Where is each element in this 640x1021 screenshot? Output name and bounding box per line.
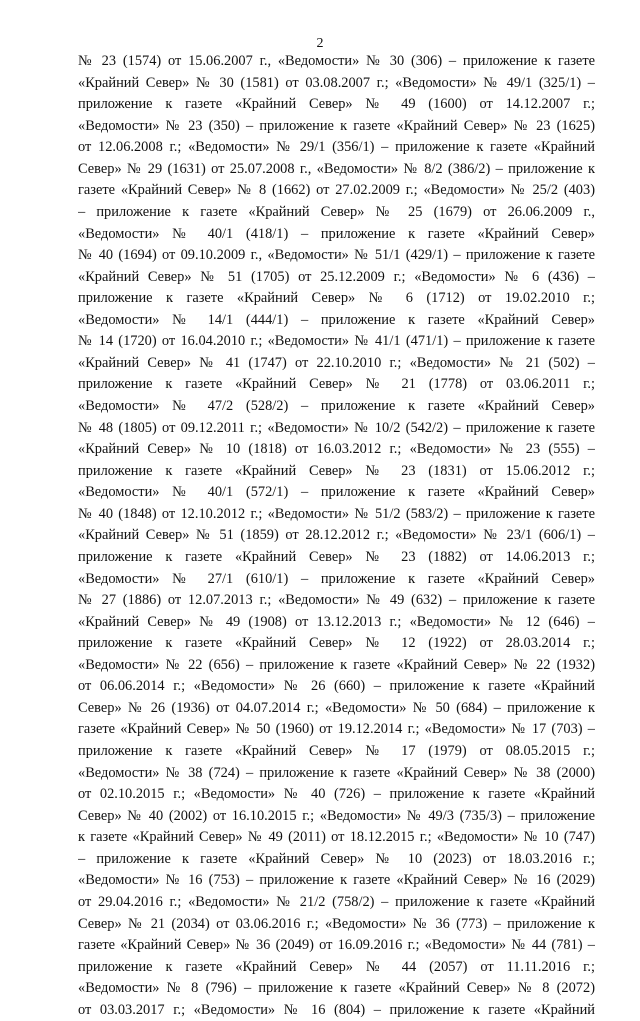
text-line: приложение к газете «Крайний Север» № 12 (1922) от 28.03.2014 г.; — [78, 635, 595, 652]
text-line: к газете «Крайний Север» № 49 (2011) от 18.12.2015 г.; «Ведомости» № 10 (747) — [78, 829, 595, 846]
text-line: от 29.04.2016 г.; «Ведомости» № 21/2 (758/2) – приложение к газете «Крайний — [78, 893, 595, 910]
text-line: № 27 (1886) от 12.07.2013 г.; «Ведомости» № 49 (632) – приложение к газете — [78, 592, 595, 609]
text-line: Север» № 21 (2034) от 03.06.2016 г.; «Ведомости» № 36 (773) – приложение к — [78, 915, 595, 932]
text-line: газете «Крайний Север» № 50 (1960) от 19.12.2014 г.; «Ведомости» № 17 (703) – — [78, 721, 595, 738]
text-line: «Ведомости» № 8 (796) – приложение к газете «Крайний Север» № 8 (2072) — [78, 980, 595, 997]
text-line: «Крайний Север» № 41 (1747) от 22.10.2010 г.; «Ведомости» № 21 (502) – — [78, 354, 595, 371]
text-line: № 40 (1848) от 12.10.2012 г.; «Ведомости» № 51/2 (583/2) – приложение к газете — [78, 505, 595, 522]
text-line: приложение к газете «Крайний Север» № 6 (1712) от 19.02.2010 г.; — [78, 290, 595, 307]
document-body — [78, 51, 595, 1021]
text-line: № 23 (1574) от 15.06.2007 г., «Ведомости» № 30 (306) – приложение к газете — [78, 53, 595, 69]
text-line: № 14 (1720) от 16.04.2010 г.; «Ведомости» № 41/1 (471/1) – приложение к газете — [78, 333, 595, 350]
text-line: «Ведомости» № 47/2 (528/2) – приложение к газете «Крайний Север» — [78, 398, 595, 414]
text-line: газете «Крайний Север» № 8 (1662) от 27.02.2009 г.; «Ведомости» № 25/2 (403) — [78, 182, 595, 199]
text-line: приложение к газете «Крайний Север» № 23 (1882) от 14.06.2013 г.; — [78, 548, 595, 565]
text-line: № 40 (1694) от 09.10.2009 г., «Ведомости» № 51/1 (429/1) – приложение к газете — [78, 247, 595, 264]
text-line: Север» № 26 (1936) от 04.07.2014 г.; «Ведомости» № 50 (684) – приложение к — [78, 699, 595, 716]
text-line: «Ведомости» № 22 (656) – приложение к газете «Крайний Север» № 22 (1932) — [78, 656, 595, 673]
text-line: газете «Крайний Север» № 36 (2049) от 16.09.2016 г.; «Ведомости» № 44 (781) – — [78, 937, 595, 954]
text-line: Север» № 40 (2002) от 16.10.2015 г.; «Ведомости» № 49/3 (735/3) – приложение — [78, 807, 595, 824]
text-line: приложение к газете «Крайний Север» № 44 (2057) от 11.11.2016 г.; — [78, 958, 595, 975]
text-line: – приложение к газете «Крайний Север» № 10 (2023) от 18.03.2016 г.; — [78, 850, 595, 867]
text-line: Север» № 29 (1631) от 25.07.2008 г., «Ведомости» № 8/2 (386/2) – приложение к — [78, 160, 595, 177]
text-line: приложение к газете «Крайний Север» № 21 (1778) от 03.06.2011 г.; — [78, 376, 595, 393]
text-line: приложение к газете «Крайний Север» № 49 (1600) от 14.12.2007 г.; — [78, 96, 595, 113]
text-line: «Ведомости» № 38 (724) – приложение к газете «Крайний Север» № 38 (2000) — [78, 764, 595, 781]
text-line: «Ведомости» № 14/1 (444/1) – приложение к газете «Крайний Север» — [78, 311, 595, 328]
text-line: «Крайний Север» № 51 (1705) от 25.12.2009 г.; «Ведомости» № 6 (436) – — [78, 268, 595, 285]
text-line: «Крайний Север» № 30 (1581) от 03.08.2007 г.; «Ведомости» № 49/1 (325/1) – — [78, 74, 595, 91]
text-line: от 06.06.2014 г.; «Ведомости» № 26 (660) – приложение к газете «Крайний — [78, 678, 595, 695]
text-line: «Крайний Север» № 10 (1818) от 16.03.2012 г.; «Ведомости» № 23 (555) – — [78, 441, 595, 458]
text-line: «Крайний Север» № 51 (1859) от 28.12.2012 г.; «Ведомости» № 23/1 (606/1) – — [78, 527, 595, 544]
text-line: «Ведомости» № 16 (753) – приложение к газете «Крайний Север» № 16 (2029) — [78, 872, 595, 889]
text-line: «Ведомости» № 27/1 (610/1) – приложение к газете «Крайний Север» — [78, 570, 595, 587]
page-number: 2 — [316, 36, 324, 51]
text-line: «Ведомости» № 23 (350) – приложение к газете «Крайний Север» № 23 (1625) — [78, 117, 595, 134]
text-line: «Ведомости» № 40/1 (418/1) – приложение к газете «Крайний Север» — [78, 225, 595, 242]
text-line: от 02.10.2015 г.; «Ведомости» № 40 (726) – приложение к газете «Крайний — [78, 786, 595, 803]
text-line: от 03.03.2017 г.; «Ведомости» № 16 (804) – приложение к газете «Крайний — [78, 1001, 595, 1018]
text-line: «Ведомости» № 40/1 (572/1) – приложение к газете «Крайний Север» — [78, 484, 595, 501]
text-line: «Крайний Север» № 49 (1908) от 13.12.2013 г.; «Ведомости» № 12 (646) – — [78, 613, 595, 630]
text-line: от 12.06.2008 г.; «Ведомости» № 29/1 (356/1) – приложение к газете «Крайний — [78, 139, 595, 156]
text-line: приложение к газете «Крайний Север» № 17 (1979) от 08.05.2015 г.; — [78, 743, 595, 759]
text-line: № 48 (1805) от 09.12.2011 г.; «Ведомости» № 10/2 (542/2) – приложение к газете — [78, 419, 595, 436]
text-line: приложение к газете «Крайний Север» № 23 (1831) от 15.06.2012 г.; — [78, 462, 595, 479]
text-line: – приложение к газете «Крайний Север» № 25 (1679) от 26.06.2009 г., — [78, 203, 595, 220]
